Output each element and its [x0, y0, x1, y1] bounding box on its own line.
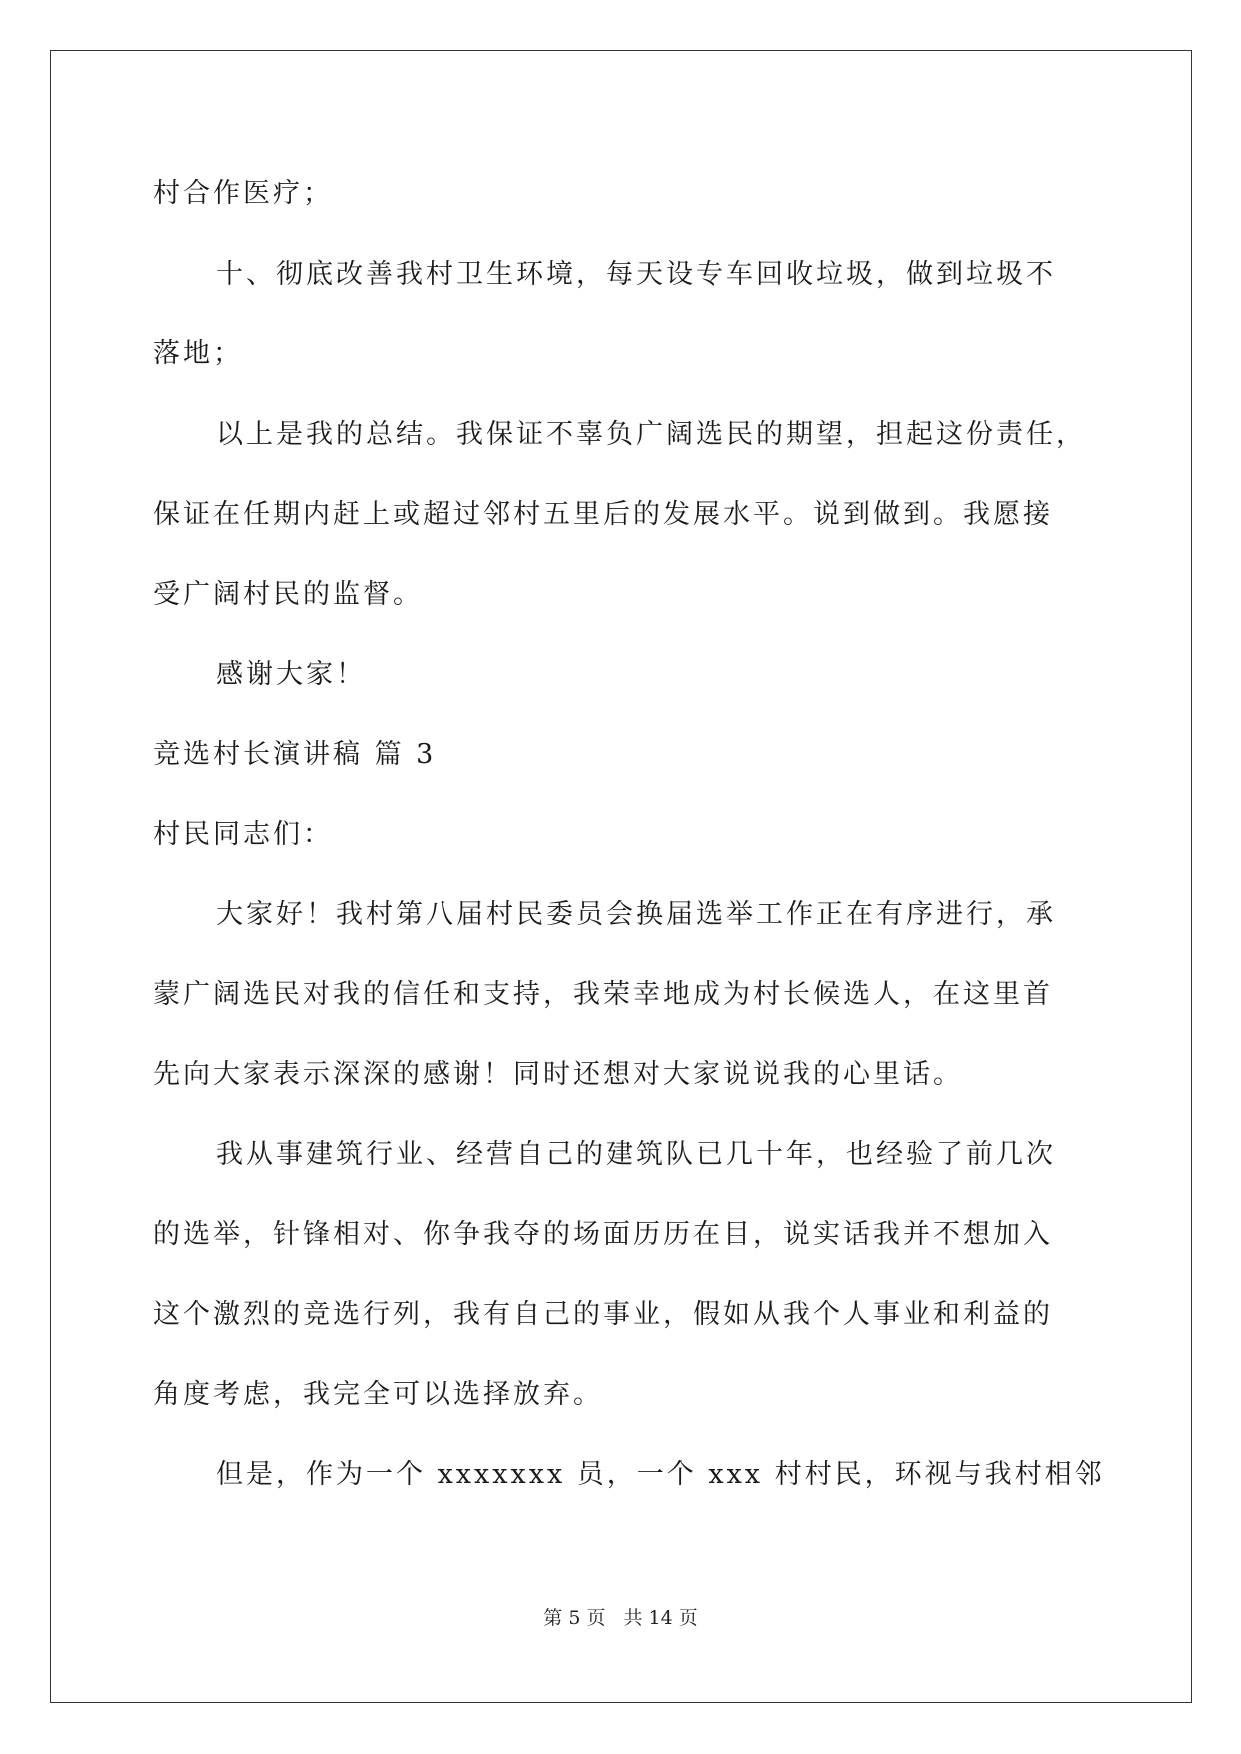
text-line: 受广阔村民的监督。: [153, 579, 423, 610]
text-line: 蒙广阔选民对我的信任和支持，我荣幸地成为村长候选人，在这里首: [153, 979, 1053, 1010]
text-line: 保证在任期内赶上或超过邻村五里后的发展水平。说到做到。我愿接: [153, 499, 1053, 530]
text-line: 十、彻底改善我村卫生环境，每天设专车回收垃圾，做到垃圾不: [216, 259, 1056, 290]
text-line: 先向大家表示深深的感谢！同时还想对大家说说我的心里话。: [153, 1059, 963, 1090]
text-line: 的选举，针锋相对、你争我夺的场面历历在目，说实话我并不想加入: [153, 1219, 1053, 1250]
text-line: 以上是我的总结。我保证不辜负广阔选民的期望，担起这份责任，: [216, 419, 1086, 450]
text-line: 落地；: [153, 338, 243, 369]
text-line: 但是，作为一个 xxxxxxx 员，一个 xxx 村村民，环视与我村相邻: [216, 1459, 1105, 1490]
text-line: 大家好！我村第八届村民委员会换届选举工作正在有序进行，承: [216, 899, 1056, 930]
salutation: 村民同志们：: [153, 819, 333, 850]
total-pages: 共 14 页: [623, 1607, 698, 1629]
text-line: 村合作医疗；: [153, 178, 333, 209]
text-line: 角度考虑，我完全可以选择放弃。: [153, 1379, 603, 1410]
text-line: 我从事建筑行业、经营自己的建筑队已几十年，也经验了前几次: [216, 1139, 1056, 1170]
section-heading: 竞选村长演讲稿 篇 3: [153, 739, 437, 770]
page-number: 第 5 页: [543, 1607, 606, 1629]
text-line: 这个激烈的竞选行列，我有自己的事业，假如从我个人事业和利益的: [153, 1299, 1053, 1330]
page-footer: [0, 1606, 1241, 1630]
page-border: [50, 50, 1192, 1703]
text-line: 感谢大家！: [216, 659, 366, 690]
